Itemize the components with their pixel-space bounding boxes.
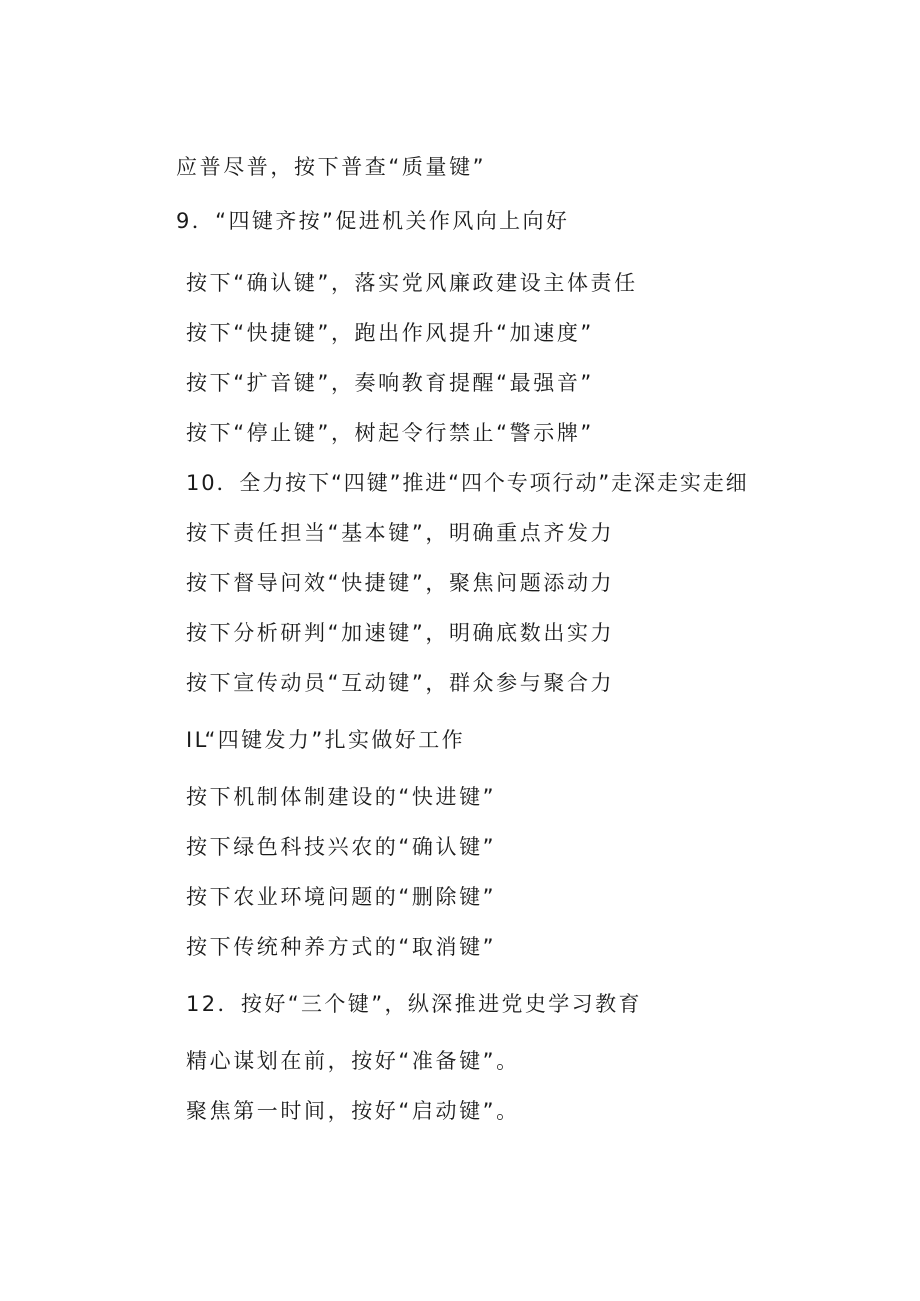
text-line: 按下宣传动员“互动键”，群众参与聚合力	[186, 671, 615, 695]
text-line: 按下责任担当“基本键”，明确重点齐发力	[186, 521, 615, 545]
section-heading: IL“四键发力”扎实做好工作	[186, 728, 465, 752]
text-line: 按下督导问效“快捷键”，聚焦问题添动力	[186, 571, 615, 595]
text-line: 按下分析研判“加速键”，明确底数出实力	[186, 621, 615, 645]
text-line: 应普尽普，按下普查“质量键”	[176, 155, 487, 179]
text-line: 按下绿色科技兴农的“确认键”	[186, 835, 497, 859]
section-heading: 12．按好“三个键”，纵深推进党史学习教育	[186, 992, 642, 1016]
text-line: 聚焦第一时间，按好“启动键”。	[186, 1099, 520, 1123]
text-line: 按下“确认键”，落实党风廉政建设主体责任	[186, 271, 638, 295]
text-line: 精心谋划在前，按好“准备键”。	[186, 1049, 520, 1073]
section-heading: 10．全力按下“四键”推进“四个专项行动”走深走实走细	[186, 471, 749, 495]
text-line: 按下机制体制建设的“快进键”	[186, 785, 497, 809]
section-heading: 9．“四键齐按”促进机关作风向上向好	[176, 209, 570, 233]
text-line: 按下农业环境问题的“删除键”	[186, 885, 497, 909]
text-line: 按下“快捷键”，跑出作风提升“加速度”	[186, 321, 594, 345]
text-line: 按下“停止键”，树起令行禁止“警示牌”	[186, 421, 594, 445]
text-line: 按下传统种养方式的“取消键”	[186, 935, 497, 959]
text-line: 按下“扩音键”，奏响教育提醒“最强音”	[186, 371, 594, 395]
